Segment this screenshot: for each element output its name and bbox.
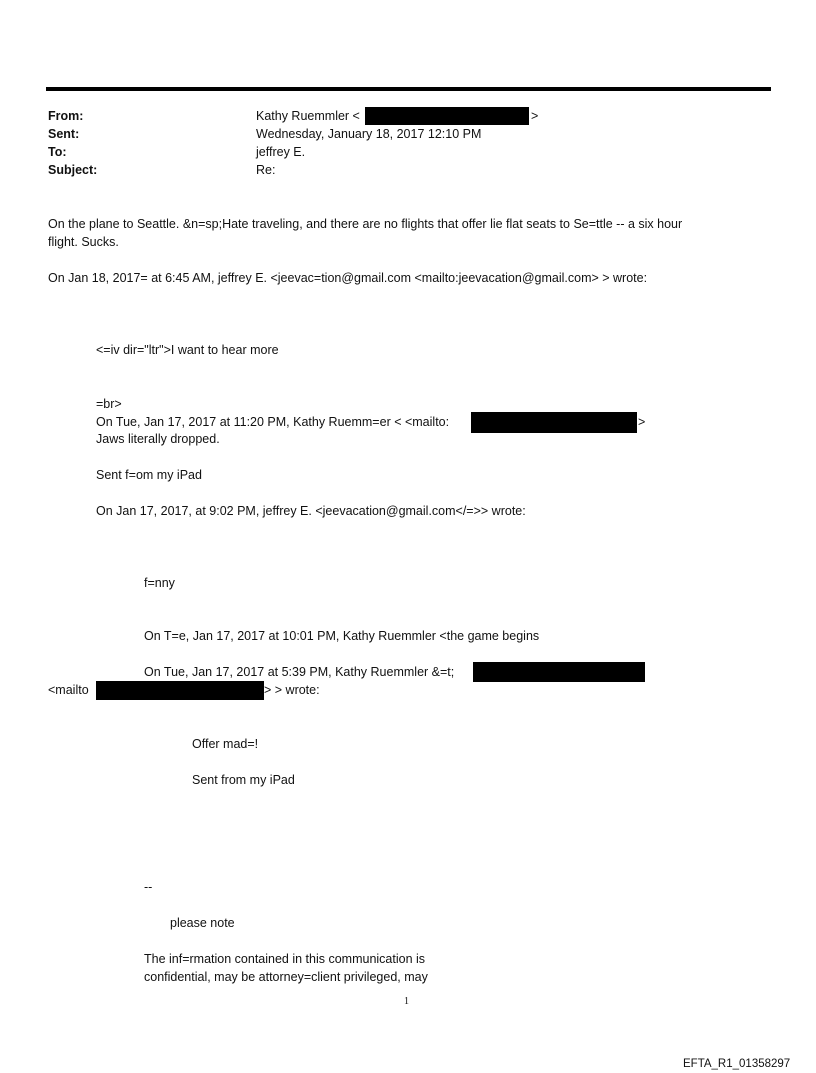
quote2-tue: On Tue, Jan 17, 2017 at 5:39 PM, Kathy Ruemmler &=t; <box>144 665 455 679</box>
sent-value: Wednesday, January 18, 2017 12:10 PM <box>256 127 482 141</box>
body-paragraph-1-line-1: On the plane to Seattle. &n=sp;Hate traveling, and there are no flights that offer lie flat seats to Se=ttle -- a six hour <box>48 217 683 231</box>
redaction-mailto-3 <box>96 681 264 700</box>
sent-label: Sent: <box>48 127 80 141</box>
quote1-br: =br> <box>96 397 122 411</box>
quote1-line-2-end: > <box>638 415 646 429</box>
quote1-wrote: On Jan 17, 2017, at 9:02 PM, jeffrey E. <jeevacation@gmail.com</=>> wrote: <box>96 504 526 518</box>
header-rule <box>46 87 771 91</box>
quote1-line-1: <=iv dir="ltr">I want to hear more <box>96 343 279 357</box>
quote2-funny: f=nny <box>144 576 175 590</box>
quote3-offer: Offer mad=! <box>192 737 259 751</box>
quote2-mailto: <mailto <box>48 683 89 697</box>
redaction-mailto-1 <box>471 412 637 433</box>
quote3-sent: Sent from my iPad <box>192 773 295 787</box>
subject-label: Subject: <box>48 163 98 177</box>
quote1-sent: Sent f=om my iPad <box>96 468 202 482</box>
signature-note: please note <box>170 916 235 930</box>
to-label: To: <box>48 145 67 159</box>
page-number: 1 <box>404 996 409 1007</box>
subject-value: Re: <box>256 163 276 177</box>
document-id: EFTA_R1_01358297 <box>683 1058 791 1070</box>
from-value-end: > <box>531 109 539 123</box>
signature-dash: -- <box>144 880 153 894</box>
quote2-game: On T=e, Jan 17, 2017 at 10:01 PM, Kathy Ruemmler <the game begins <box>144 629 540 643</box>
redaction-mailto-2 <box>473 662 645 682</box>
from-value: Kathy Ruemmler < <box>256 109 360 123</box>
quote1-line-3: Jaws literally dropped. <box>96 432 220 446</box>
from-label: From: <box>48 109 84 123</box>
redaction-from-email <box>365 107 529 125</box>
signature-line-2: confidential, may be attorney=client privileged, may <box>144 970 428 984</box>
quote2-wrote: > > wrote: <box>264 683 320 697</box>
signature-line-1: The inf=rmation contained in this communication is <box>144 952 426 966</box>
to-value: jeffrey E. <box>256 145 306 159</box>
quote1-line-2: On Tue, Jan 17, 2017 at 11:20 PM, Kathy Ruemm=er < <mailto: <box>96 415 450 429</box>
body-paragraph-1-line-2: flight. Sucks. <box>48 235 119 249</box>
body-paragraph-2: On Jan 18, 2017= at 6:45 AM, jeffrey E. <jeevac=tion@gmail.com <mailto:jeevacation@gmail.com> > wrote: <box>48 271 648 285</box>
